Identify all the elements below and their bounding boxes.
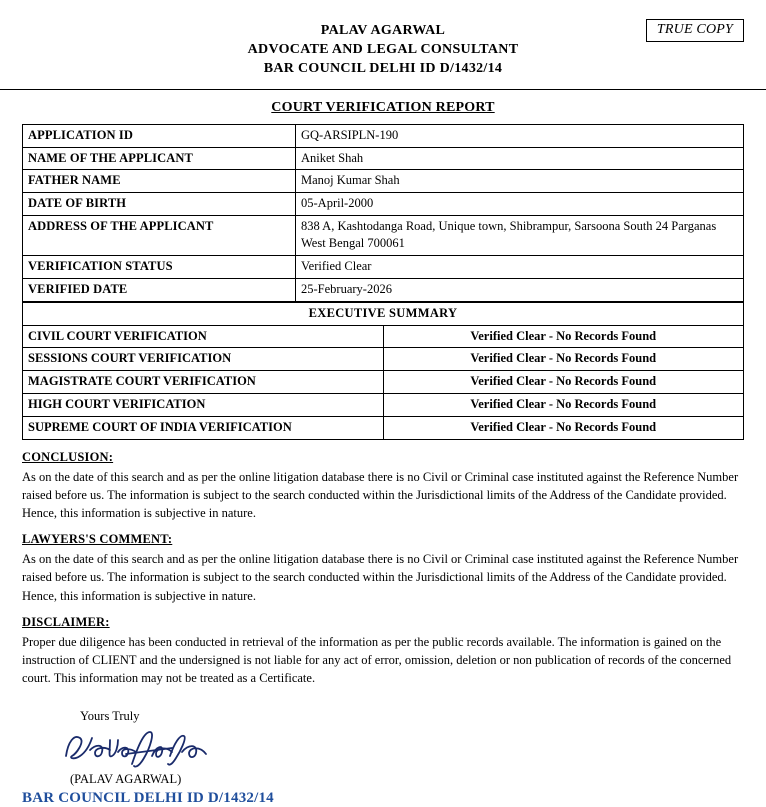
table-row xyxy=(23,302,744,325)
lawyers-comment-title: LAWYERS'S COMMENT: xyxy=(22,532,173,547)
summary-label: SUPREME COURT OF INDIA VERIFICATION xyxy=(23,417,384,440)
summary-value: Verified Clear - No Records Found xyxy=(383,417,744,440)
field-label: FATHER NAME xyxy=(23,170,296,193)
signature-image xyxy=(22,726,744,772)
field-label: NAME OF THE APPLICANT xyxy=(23,147,296,170)
table-row xyxy=(23,278,744,301)
disclaimer-body: Proper due diligence has been conducted in retrieval of the information as per the public records available. The information is gained on the instruction of CLIENT and the undersigned is not liable for any act of error, omission, deletion or non publication of records of the concerned court. This information may not be treated as a Certificate. xyxy=(22,634,732,685)
summary-value: Verified Clear - No Records Found xyxy=(383,348,744,371)
field-value: Aniket Shah xyxy=(296,147,744,170)
table-row xyxy=(23,348,744,371)
field-value: GQ-ARSIPLN-190 xyxy=(296,124,744,147)
summary-value: Verified Clear - No Records Found xyxy=(383,371,744,394)
table-row xyxy=(23,394,744,417)
table-row xyxy=(23,325,744,348)
field-label: VERIFIED DATE xyxy=(23,278,296,301)
executive-summary-heading: EXECUTIVE SUMMARY xyxy=(23,302,744,325)
field-value: Manoj Kumar Shah xyxy=(296,170,744,193)
summary-value: Verified Clear - No Records Found xyxy=(383,325,744,348)
field-value: 838 A, Kashtodanga Road, Unique town, Shibrampur, Sarsoona South 24 Parganas West Bengal 700061 xyxy=(296,216,744,256)
signature-salutation: Yours Truly xyxy=(80,709,140,724)
field-value: 25-February-2026 xyxy=(296,278,744,301)
field-value: Verified Clear xyxy=(296,255,744,278)
table-row xyxy=(23,124,744,147)
conclusion-body: As on the date of this search and as per the online litigation database there is no Civil or Criminal case instituted against the Reference Number raised before us. The information is subject to the search conducted within the Jurisdictional limits of the Address of the Candidate provided. Hence, this information is subjective in nature. xyxy=(22,469,739,521)
conclusion-title: CONCLUSION: xyxy=(22,449,114,464)
summary-value: Verified Clear - No Records Found xyxy=(383,394,744,417)
signatory-name: (PALAV AGARWAL) xyxy=(70,772,182,787)
conclusion-section xyxy=(22,450,744,522)
summary-label: SESSIONS COURT VERIFICATION xyxy=(23,348,384,371)
executive-summary-table xyxy=(22,302,744,440)
true-copy-stamp: TRUE COPY xyxy=(646,19,744,42)
table-row xyxy=(23,147,744,170)
letterhead-bar-id: BAR COUNCIL DELHI ID D/1432/14 xyxy=(263,60,503,76)
field-label: ADDRESS OF THE APPLICANT xyxy=(23,216,296,256)
letterhead-name: PALAV AGARWAL xyxy=(320,23,446,38)
summary-label: MAGISTRATE COURT VERIFICATION xyxy=(23,371,384,394)
table-row xyxy=(23,417,744,440)
table-row xyxy=(23,216,744,256)
header-divider xyxy=(0,89,766,90)
signature-bar-id: BAR COUNCIL DELHI ID D/1432/14 xyxy=(22,790,274,807)
page-title: COURT VERIFICATION REPORT xyxy=(271,99,495,115)
lawyers-comment-section xyxy=(22,532,744,604)
summary-label: HIGH COURT VERIFICATION xyxy=(23,394,384,417)
table-row xyxy=(23,371,744,394)
letterhead-designation: ADVOCATE AND LEGAL CONSULTANT xyxy=(247,41,519,57)
table-row xyxy=(23,255,744,278)
summary-label: CIVIL COURT VERIFICATION xyxy=(23,325,384,348)
applicant-details-table xyxy=(22,124,744,302)
table-row xyxy=(23,170,744,193)
field-label: DATE OF BIRTH xyxy=(23,193,296,216)
table-row xyxy=(23,193,744,216)
disclaimer-section xyxy=(22,615,744,687)
letterhead xyxy=(22,0,744,79)
disclaimer-title: DISCLAIMER: xyxy=(22,614,110,629)
field-label: APPLICATION ID xyxy=(23,124,296,147)
lawyers-comment-body: As on the date of this search and as per the online litigation database there is no Civil or Criminal case instituted against the Reference Number raised before us. The information is subject to the search conducted within the Jurisdictional limits of the Address of the Candidate provided. Hence, this information is subjective in nature. xyxy=(22,552,739,603)
field-label: VERIFICATION STATUS xyxy=(23,255,296,278)
field-value: 05-April-2000 xyxy=(296,193,744,216)
